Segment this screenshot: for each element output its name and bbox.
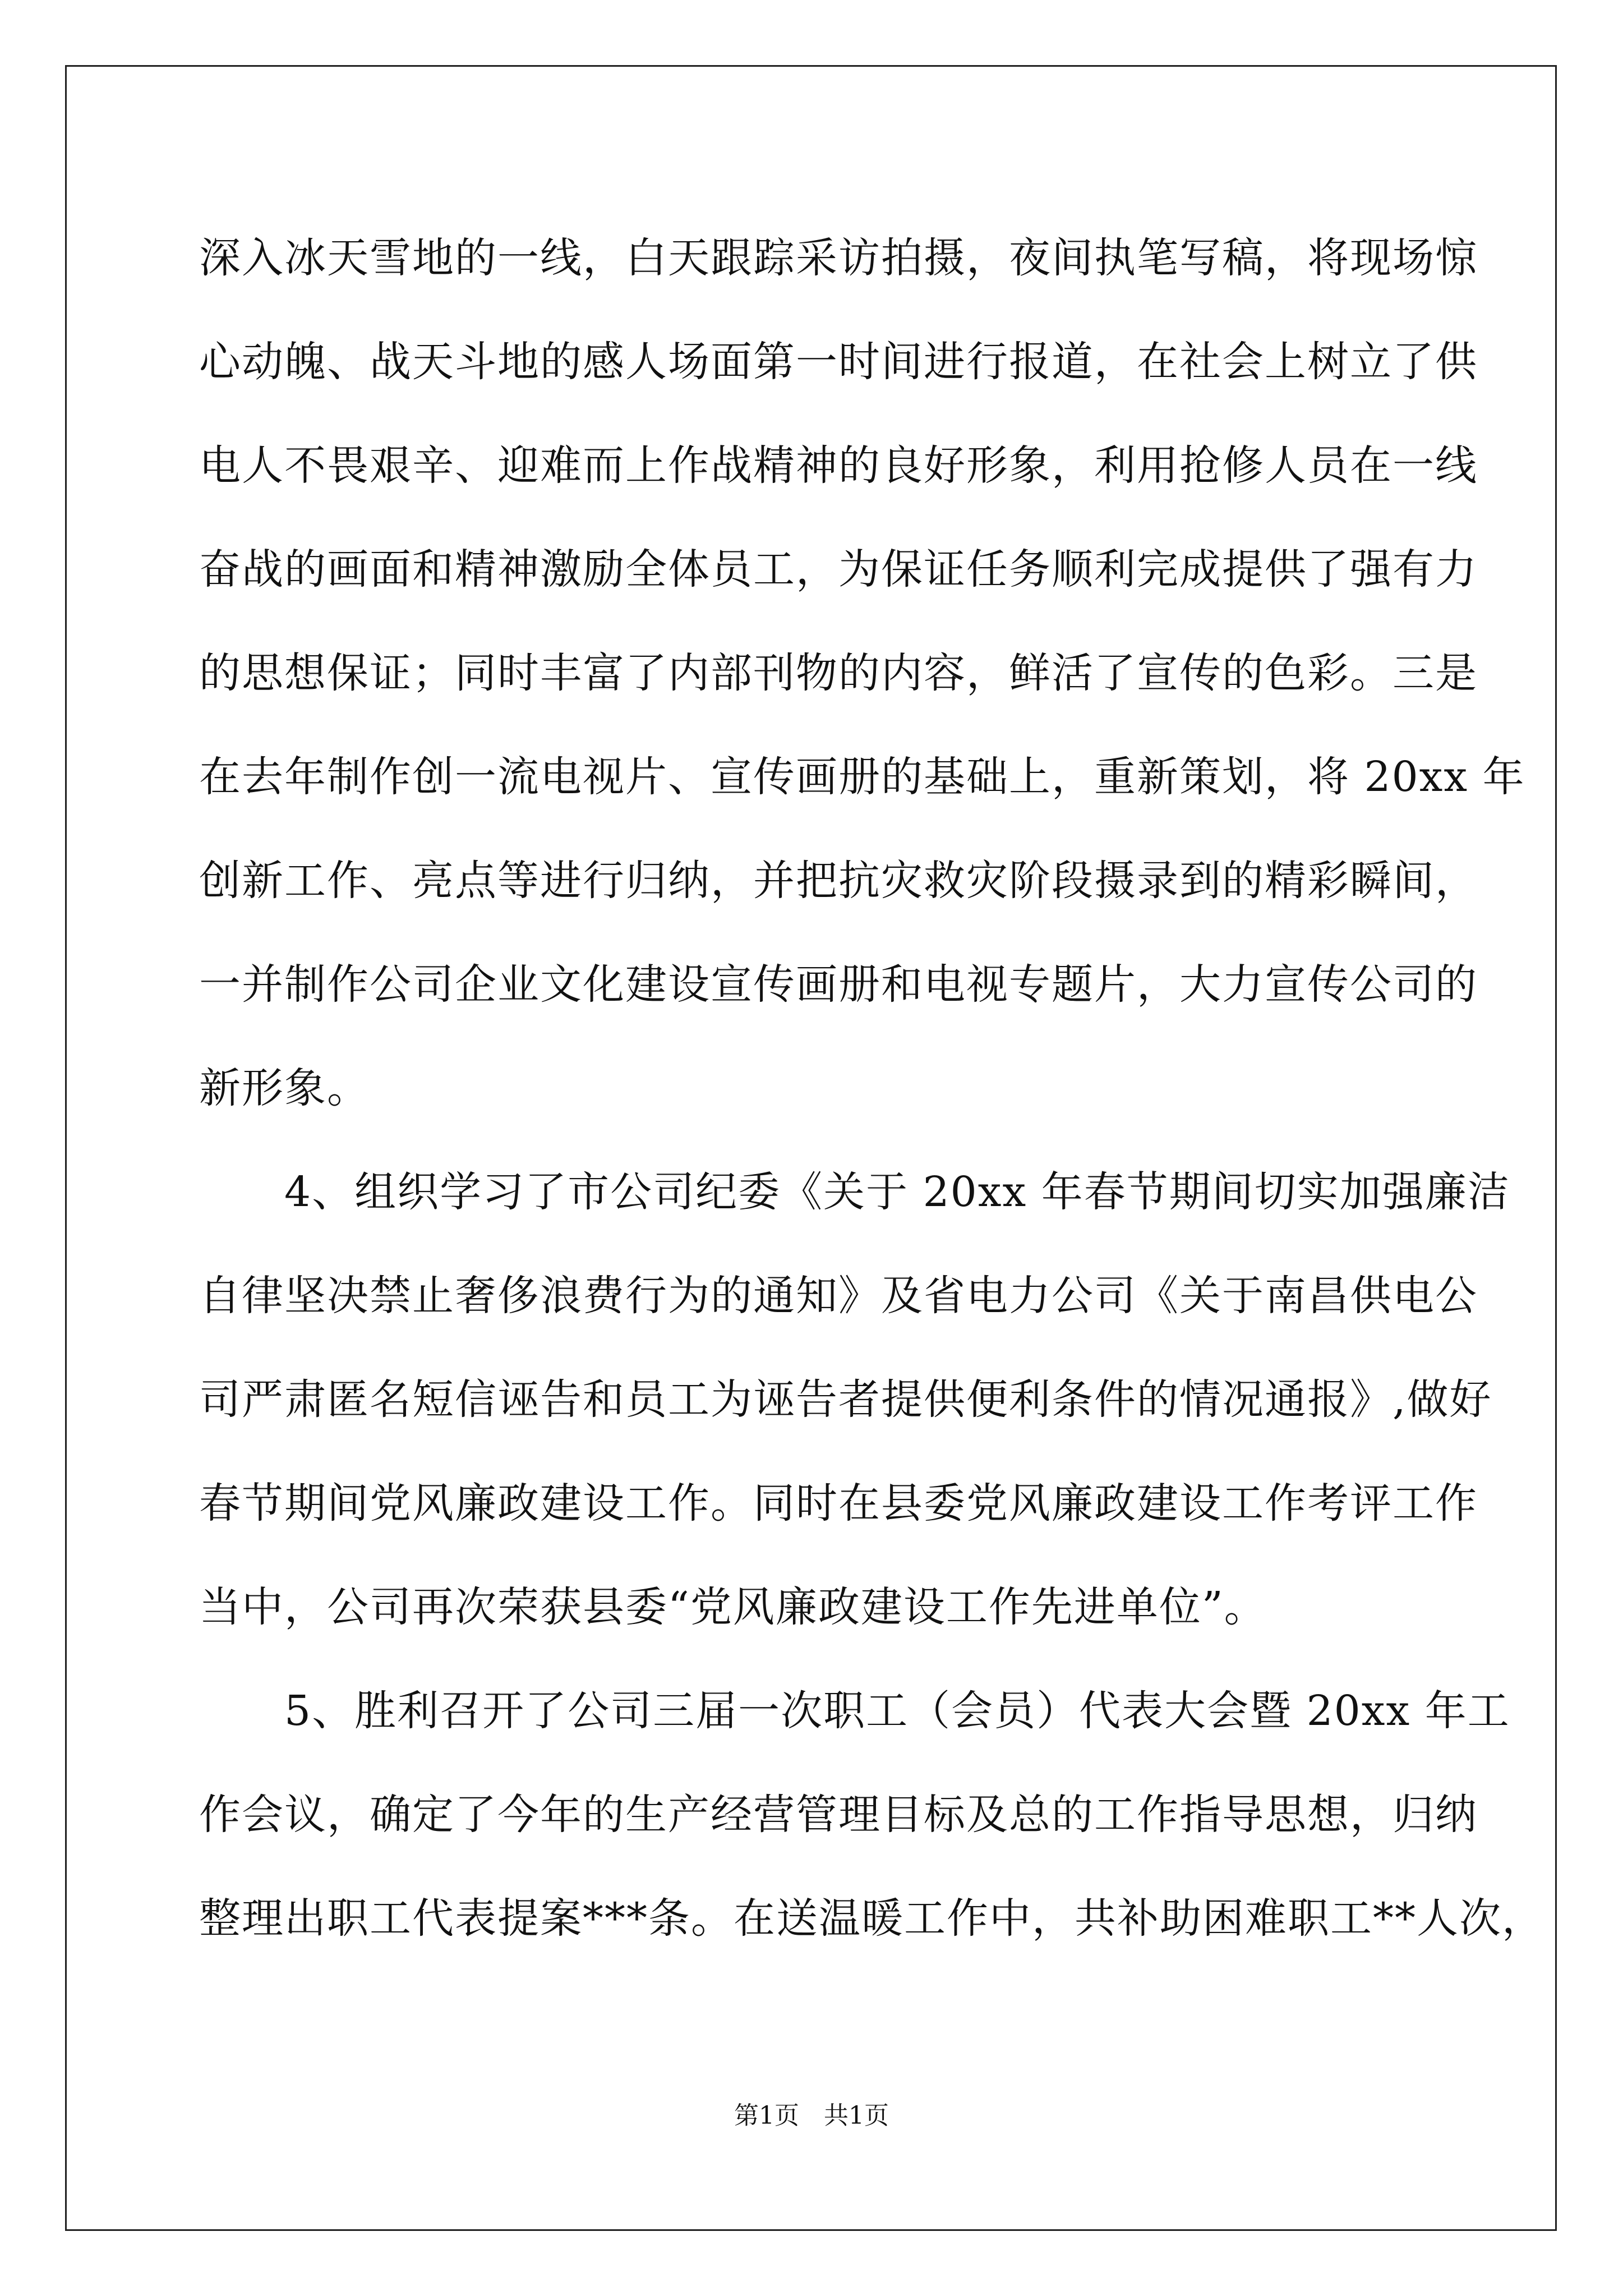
text-line: 司严肃匿名短信诬告和员工为诬告者提供便利条件的情况通报》,做好 bbox=[199, 1375, 1492, 1424]
text-line: 创新工作、亮点等进行归纳，并把抗灾救灾阶段摄录到的精彩瞬间， bbox=[199, 857, 1478, 905]
text-line: 作会议，确定了今年的生产经营管理目标及总的工作指导思想，归纳 bbox=[199, 1791, 1478, 1839]
page-footer: 第1页 共1页 bbox=[734, 2101, 889, 2130]
text-line: 在去年制作创一流电视片、宣传画册的基础上，重新策划，将 20xx 年 bbox=[199, 753, 1525, 801]
text-line: 4、组织学习了市公司纪委《关于 20xx 年春节期间切实加强廉洁 bbox=[199, 1168, 1510, 1216]
text-line: 奋战的画面和精神激励全体员工，为保证任务顺利完成提供了强有力 bbox=[199, 545, 1478, 593]
text-line: 春节期间党风廉政建设工作。同时在县委党风廉政建设工作考评工作 bbox=[199, 1479, 1478, 1527]
text-line: 的思想保证；同时丰富了内部刊物的内容，鲜活了宣传的色彩。三是 bbox=[199, 649, 1478, 697]
text-line: 5、胜利召开了公司三届一次职工（会员）代表大会暨 20xx 年工 bbox=[199, 1687, 1510, 1735]
text-line: 新形象。 bbox=[199, 1064, 370, 1112]
text-line: 心动魄、战天斗地的感人场面第一时间进行报道，在社会上树立了供 bbox=[199, 338, 1478, 386]
text-line: 当中，公司再次荣获县委“党风廉政建设工作先进单位”。 bbox=[199, 1583, 1267, 1631]
text-line: 深入冰天雪地的一线，白天跟踪采访拍摄，夜间执笔写稿，将现场惊 bbox=[199, 234, 1478, 282]
text-line: 自律坚决禁止奢侈浪费行为的通知》及省电力公司《关于南昌供电公 bbox=[199, 1272, 1478, 1320]
text-line: 一并制作公司企业文化建设宣传画册和电视专题片，大力宣传公司的 bbox=[199, 960, 1478, 1009]
text-line: 电人不畏艰辛、迎难而上作战精神的良好形象，利用抢修人员在一线 bbox=[199, 441, 1478, 490]
document-body bbox=[199, 206, 1544, 1971]
text-line: 整理出职工代表提案***条。在送温暖工作中，共补助困难职工**人次， bbox=[199, 1894, 1544, 1943]
